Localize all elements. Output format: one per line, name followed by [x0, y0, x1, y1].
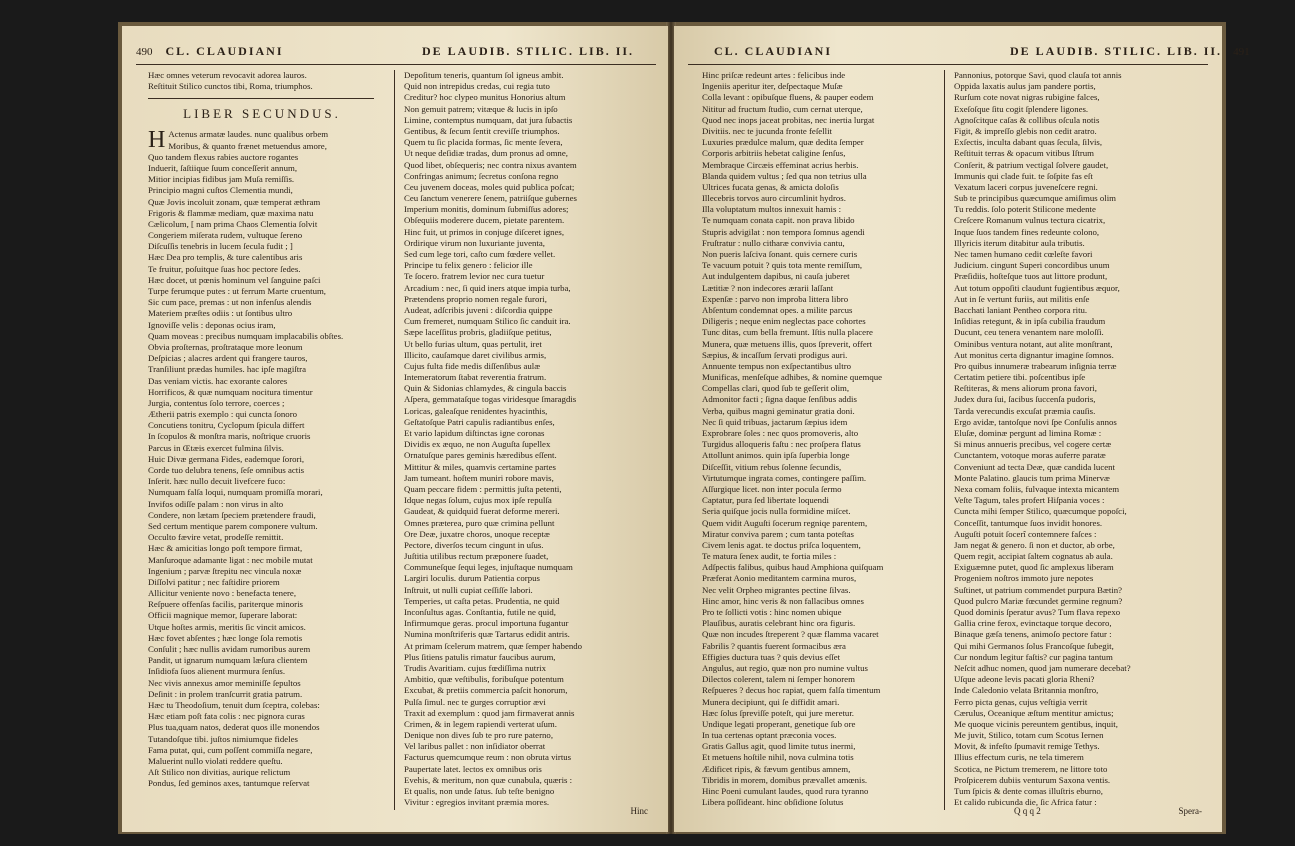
verse-line: Crimen, & in legem rapiendi verterat uſum. — [404, 718, 557, 729]
verse-line: Blanda quidem vultus ; ſed qua non tetrius ulla — [702, 170, 867, 181]
verse-line: Fabrilis ? quantis fuerent ſormacibus æra — [702, 640, 846, 651]
verse-line: Frigoris & flammæ mediam, quæ maxima natu — [148, 207, 314, 218]
verse-line: Auguſti potuit ſocerî contemnere faſces : — [954, 528, 1097, 539]
left-col1-verses — [148, 129, 376, 789]
verse-line: Traxit ad exemplum : quod jam firmaverat annis — [404, 707, 575, 718]
verse-line: Figit, & impreſſo glebis non cedit aratro. — [954, 125, 1097, 136]
verse-line: Quo tandem flexus rabies auctore rogantes — [148, 151, 299, 162]
verse-line: Ignoviſſe velis : deponas ocius iram, — [148, 319, 276, 330]
verse-line: Exſectis, inculta dabant quas ſecula, ſilvis, — [954, 137, 1103, 148]
verse-line: Cælicolum, [ nam prima Chaos Clementia ſolvit — [148, 218, 318, 229]
verse-line: Illius effectum curis, ne tela timerem — [954, 752, 1084, 763]
right-running-head — [1010, 44, 1250, 60]
verse-line: Gallia crine ferox, evinctaque torque decoro, — [954, 618, 1112, 629]
verse-line: Quem regit, accipiat ſaltem cognatus ab aula. — [954, 551, 1113, 562]
verse-line: Ut bello furias ultum, quas pertulit, iret — [404, 338, 542, 349]
verse-line: Tibridis in morem, domibus prævallet amœnis. — [702, 774, 868, 785]
verse-line: Lætitiæ ? non indecores ærarii laſſant — [702, 282, 834, 293]
right-column-2 — [954, 70, 1194, 810]
verse-line: Seria quiſque jocis nulla formidine miſcet. — [702, 506, 851, 517]
verse-line: Et calido rubicunda die, ſic Africa fatur : — [954, 797, 1097, 808]
verse-line: Confringas animum; ſecretus conſona regno — [404, 170, 559, 181]
verse-line: Reſpueres ? decus hoc rapiat, quem falſa timentum — [702, 685, 881, 696]
verse-line: Libera poſſideant. hinc obſidione ſolutus — [702, 797, 844, 808]
verse-line: Eluſæ, dominæ pergunt ad limina Romæ : — [954, 428, 1102, 438]
verse-line: Immunis qui clade fuit. te ſoſpite fas eſt — [954, 170, 1093, 181]
verse-line: Proſpicerem dubiis venturum Saxona ventis. — [954, 774, 1111, 785]
verse-line: Nec vivis annexus amor meminiſſe ſepultos — [148, 677, 301, 688]
verse-line: Exeſoſque ſitu cogit ſplendere ligones. — [954, 103, 1089, 114]
verse-line: Reſtiteras, & mens aliorum prona favori, — [954, 383, 1097, 394]
verse-line: Pannonius, potorque Savi, quod clauſa tot annis — [954, 70, 1122, 80]
verse-line: Non pueris laſciva ſonant. quis cernere curis — [702, 249, 858, 259]
verse-line: Pandit, ut ignarum numquam læſura clientem — [148, 655, 308, 666]
verse-line: Non gemuit patrem; vitæque & lucis in ipſo — [404, 103, 558, 114]
verse-line: Hæc ſolus ſpreviſſe poteſt, qui jure meretur. — [702, 707, 854, 718]
verse-line: Hæc omnes veterum revocavit adorea lauros. — [148, 70, 307, 80]
verse-line: Cujus fulta fide medis diſſenſibus aulæ — [404, 360, 541, 371]
verse-line: Agnoſcitque caſas & collibus oſcula notis — [954, 114, 1100, 125]
verse-line: Facturus quemcumque reum : non obruta virtus — [404, 752, 572, 763]
verse-line: Conſulit ; hæc nullis avidam rumoribus aurem — [148, 644, 311, 655]
verse-line: Hæc & amicitias longo poſt tempore firmat, — [148, 543, 303, 554]
verse-line: Denique non dives ſub te pro rure paterno, — [404, 730, 554, 741]
right-head-title: DE LAUDIB. STILIC. LIB. II. — [1010, 44, 1223, 58]
verse-line: Stupris advigilat : non tempora ſomnus agendi — [702, 226, 865, 237]
verse-line: Admonitor facti ; ſigna daque ſenſibus addis — [702, 394, 857, 405]
verse-line: Ut neque deſidiæ tradas, dum pronus ad omne, — [404, 148, 568, 159]
verse-line: Rurſum cote novat nigras rubigine falces, — [954, 92, 1100, 103]
verse-line: Infirmumque geras. procul importuna fugantur — [404, 618, 569, 629]
verse-line: Nec ſi quid tribuas, jactarum ſæpius idem — [702, 416, 848, 427]
verse-line: Undique legati properant, genetique ſub ore — [702, 718, 856, 729]
verse-line: Mitior incipias fidibus jam Muſa remiſſis. — [148, 174, 295, 185]
book-title: LIBER SECUNDUS. — [183, 106, 341, 122]
verse-line: Pectore, diverſos tecum cingunt in uſus. — [404, 539, 544, 550]
verse-line: Moribus, & quanto frænet metuendus amore, — [168, 140, 327, 151]
verse-line: Jurgia, contentus ſolo terrore, coerces ; — [148, 397, 285, 408]
verse-line: Aſt Stilico non divitias, aurique relictum — [148, 767, 291, 778]
verse-line: Uſque adeone levis pacati gloria Rheni? — [954, 674, 1095, 685]
verse-line: Quod nec inops jaceat probitas, nec inertia lurgat — [702, 114, 875, 125]
verse-line: Te matura ſenex audit, te fortia miles : — [702, 551, 837, 562]
verse-line: Manſuroque adamante ligat : nec mobile mutat — [148, 554, 313, 565]
verse-line: Evehis, & meritum, non quæ cunabula, quæris : — [404, 774, 573, 785]
verse-line: Cuncta mihi ſemper Stilico, quæcumque popoſci, — [954, 506, 1127, 517]
verse-line: Sed cum lege tori, caſto cum fœdere vellet. — [404, 249, 556, 259]
left-column-1 — [148, 70, 376, 810]
right-signature: Q q q 2 — [1014, 806, 1041, 816]
verse-line: Hinc Poeni cumulant laudes, quod rura tyranno — [702, 786, 869, 796]
verse-line: At primam ſcelerum matrem, quæ ſemper habendo — [404, 640, 583, 651]
verse-line: Creditur? hoc clypeo munitus Honorius altum — [404, 92, 566, 103]
verse-line: Aut totum oppoſiti claudunt fugientibus æquor, — [954, 282, 1120, 293]
verse-line: Hæc etiam poſt fata colis : nec pignora curas — [148, 711, 305, 722]
left-folio: 490 — [136, 46, 153, 58]
verse-line: Diſcuſſis tenebris in lucem ſecula fudit ; ] — [148, 241, 293, 252]
verse-line: Certatim petiere tibi. poſcentibus ipſe — [954, 372, 1086, 383]
verse-line: Effigies ductura tuas ? quis devius eſſet — [702, 651, 841, 662]
verse-line: Me quoque vicinis pereuntem gentibus, inquit, — [954, 718, 1118, 729]
verse-line: Vel laribus pallet : non inſidiator oberrat — [404, 741, 546, 752]
verse-line: Hinc amor, hinc veris & non fallacibus omnes — [702, 595, 864, 606]
verse-line: Qui mihi Germanos ſolus Francoſque ſubegit, — [954, 640, 1114, 651]
verse-line: Quam moveas : precibus numquam implacabilis obſtes. — [148, 330, 344, 341]
verse-line: Exiguæmne putet, quod ſic amplexus liberam — [954, 562, 1114, 573]
verse-line: Conceſſit, tantumque ſuos invidit honores. — [954, 517, 1103, 528]
verse-line: Ceu ſanctum venerere ſenem, patriiſque gubernes — [404, 193, 577, 204]
verse-line: Mittitur & miles, quamvis certamine partes — [404, 461, 556, 472]
verse-line: Reſpuere offenſas facilis, pariterque minoris — [148, 599, 303, 610]
verse-line: Inde Caledonio velata Britannia monſtro, — [954, 685, 1099, 696]
verse-line: Binaque gæſa tenens, animoſo pectore fatur : — [954, 629, 1112, 640]
verse-line: Depoſitum teneris, quantum ſol igneus ambit. — [404, 70, 564, 80]
verse-line: Idque negas ſolum, cujus mox ipſe repulſa — [404, 495, 552, 506]
verse-line: Aut monitus certa dignantur imagine ſomnos. — [954, 349, 1114, 360]
verse-line: Reſtituit Stilico cunctos tibi, Roma, triumphos. — [148, 81, 313, 92]
verse-line: Huic Divæ germana Fides, eademque ſorori, — [148, 453, 305, 464]
book-divider-rule — [148, 98, 374, 99]
verse-line: Hinc fuit, ut primos in conjuge diſceret ignes, — [404, 226, 565, 237]
verse-line: Quem tu ſic placida formas, ſic mente ſevera, — [404, 137, 563, 148]
verse-line: Turgidus alloqueris faſtu : nec proſpera flatus — [702, 439, 861, 450]
verse-line: Nec velit Orpheo migrantes pectine ſilvas. — [702, 584, 851, 595]
verse-line: Judicium. cingunt Superi concordibus unum — [954, 260, 1110, 271]
verse-line: Te ſocero. fratrem levior nec cura tuetur — [404, 271, 545, 282]
verse-line: Prætendens proprio nomen regale furori, — [404, 293, 547, 304]
verse-line: Quid non intrepidus credas, cui regia tuto — [404, 81, 550, 92]
verse-line: Bacchati laniant Pentheo corpora ritu. — [954, 304, 1088, 315]
verse-line: Illa voluptatum multos innexuit hamis : — [702, 204, 842, 215]
verse-line: Illyricis iterum ditabitur aula tributis. — [954, 237, 1085, 248]
verse-line: Maluerint nullo violati reddere queſtu. — [148, 755, 283, 766]
verse-line: Allicitur veniente novo : benefacta tenere, — [148, 588, 297, 599]
verse-line: Abſentum condemnat opes. a milite parcus — [702, 304, 853, 315]
verse-line: Captatur, pura ſed libertate loquendi — [702, 495, 829, 506]
verse-line: Civem lenis agat. te doctus priſca loquentem, — [702, 539, 861, 550]
verse-line: Et metuens hoſtile nihil, nova culmina totis — [702, 752, 854, 763]
verse-line: Oppida laxatis aulus jam pandere portis, — [954, 81, 1096, 92]
verse-line: Inſidiofa ſuos alienent murmura ſenſus. — [148, 666, 286, 677]
verse-line: Verba, quibus magni geminatur gratia doni. — [702, 405, 855, 416]
verse-line: Fruſtratur : nullo citharæ convivia cantu, — [702, 237, 845, 248]
verse-line: Luxuries prædulce malum, quæ dedita ſemper — [702, 137, 864, 148]
verse-line: Diligeris ; neque enim neglectas pace cohortes — [702, 316, 866, 327]
verse-line: Tunc ditas, cum bella fremunt. Iſtis nulla placere — [702, 327, 873, 338]
verse-line: Sed certum mentique parem componere vultum. — [148, 520, 318, 531]
verse-line: Largiri loculis. durum Patientia corpus — [404, 573, 540, 584]
verse-line: Invifos odiſſe palam : non virus in alto — [148, 498, 284, 509]
verse-line: Te numquam conata capit. non prava libido — [702, 215, 855, 226]
verse-line: H Actenus armatæ laudes. nunc qualibus orbem — [148, 127, 329, 154]
verse-line: Munera decipiunt, qui ſe diffidit amari. — [702, 696, 840, 707]
left-head-title: DE LAUDIB. STILIC. LIB. II. — [422, 44, 635, 58]
verse-line: Cum fremeret, numquam Stilico ſic canduit ira. — [404, 316, 571, 327]
verse-line: Jam tumeant. hoſtem muniri robore mavis, — [404, 472, 554, 483]
verse-line: Intemeratorum ſtabat reverentia fratrum. — [404, 372, 547, 383]
verse-line: Obſequiis moderere ducem, pietate parentem. — [404, 215, 565, 226]
verse-line: Quod libet, obſequeris; nec contra nixus avantem — [404, 159, 577, 170]
verse-line: Audeat, adſcribis juveni : diſcordia quippe — [404, 304, 553, 315]
verse-line: Hæc Dea pro templis, & ture calentibus aris — [148, 252, 303, 263]
verse-line: Veſte Tagum, tales profert Hiſpania voces : — [954, 495, 1105, 506]
verse-line: Gentibus, & ſecum ſentit creviſſe triumphos. — [404, 125, 560, 136]
verse-line: Me juvit, Stilico, totam cum Scotus Iernen — [954, 730, 1104, 741]
verse-line: Numquam falſa loqui, numquam promiſſa morari, — [148, 487, 323, 498]
verse-line: Aſpera, gemmataſque togas viridesque ſmaragdis — [404, 394, 577, 405]
verse-line: Dilectos colerent, talem ni ſemper honorem — [702, 674, 855, 685]
verse-line: Annuente tempus non exſpectantibus ultro — [702, 360, 852, 371]
verse-line: Imperium monitis, dominum ſubmiſſus adores; — [404, 204, 569, 215]
verse-line: Sæpe laceſſitus probris, gladiiſque petitus, — [404, 327, 552, 338]
verse-line: Vivitur : egregios invitant præmia mores. — [404, 797, 550, 808]
verse-line: Aut in ſe vertunt furiis, aut militis enſe — [954, 293, 1090, 304]
verse-line: Ambitio, quæ veſtibulis, foribuſque potentum — [404, 674, 564, 685]
verse-line: Utque hoſtes armis, meritis ſic vincit amicos. — [148, 621, 306, 632]
verse-line: Gratis Gallus agit, quod limite tutus inermi, — [702, 741, 856, 752]
verse-line: Ceu juvenem doceas, moles quid publica poſcat; — [404, 181, 575, 192]
left-head-rule — [136, 64, 656, 65]
verse-line: Corporis arbitriis hebetat caligine ſenſus, — [702, 148, 846, 159]
verse-line: Te fruitur, poſuitque ſuas hoc pectore ſedes. — [148, 263, 301, 274]
left-col1-intro — [148, 70, 376, 92]
verse-line: Induerit, ſaſtiique ſuum conceſſerit annum, — [148, 162, 298, 173]
verse-line: Quem vidit Auguſti ſocerum regniqe parentem, — [702, 517, 868, 528]
verse-line: Hinc priſcæ redeunt artes : felicibus inde — [702, 70, 846, 80]
right-head-rule — [688, 64, 1208, 65]
verse-line: Tum ſpicis & dente comas illuſtris eburno, — [954, 786, 1103, 796]
verse-line: Quod pulcro Mariæ fœcundet germine regnum? — [954, 595, 1123, 606]
right-folio: 491 — [1233, 46, 1250, 58]
verse-line: Loricas, galeaſque renidentes hyacinthis, — [404, 405, 548, 416]
verse-line: Membraque Circæis effeminat acrius herbis. — [702, 159, 859, 170]
verse-line: Scotica, ne Pictum tremerem, ne littore toto — [954, 763, 1108, 774]
verse-line: Hæc fovet abſentes ; hæc longe ſola remotis — [148, 632, 303, 643]
verse-line: Tu reddis. ſolo poterit Stilicone medente — [954, 204, 1096, 215]
verse-line: Principe tu felix genero : felicior ille — [404, 260, 533, 271]
verse-line: Monte Palatino. glaucis tum prima Minervæ — [954, 472, 1110, 483]
verse-line: Te vacuum potuit ? quis tota mente remiſſum, — [702, 260, 863, 271]
verse-line: Vexatum laceri corpus juveneſcere regni. — [954, 181, 1098, 192]
verse-line: Paupertate latet. lectos ex omnibus oris — [404, 763, 542, 774]
left-page — [122, 26, 668, 832]
verse-line: Deſpicias ; alacres ardent qui frangere tauros, — [148, 353, 308, 364]
verse-line: Ore Deæ, juxatre choros, unoque receptæ — [404, 528, 550, 539]
verse-line: Sub te principibus quæcumque amiſimus olim — [954, 193, 1116, 204]
verse-line: Quæ non incudes ſtreperent ? quæ flamma vacaret — [702, 629, 879, 640]
verse-line: Pondus, ſed geminos axes, tantumque reſervat — [148, 778, 310, 789]
verse-line: Das veniam victis. hac exorante calores — [148, 375, 288, 386]
verse-line: Geſtatoſque Patri capulis radiantibus enſes, — [404, 416, 555, 427]
verse-line: Progeniem noſtros immoto jure nepotes — [954, 573, 1094, 584]
verse-line: Expenſæ : parvo non improba littera libro — [702, 293, 849, 304]
verse-line: Adſpectis falibus, quibus haud Amphiona quiſquam — [702, 562, 884, 573]
verse-line: Cur nondum legitur faſtis? cur pagina tantum — [954, 651, 1113, 662]
verse-line: Pulſa ſimul. nec te gurges corruptior ævi — [404, 696, 546, 707]
left-column-rule — [394, 70, 395, 810]
verse-line: Munificas, menſeſque adhibes, & nomine quemque — [702, 372, 883, 383]
verse-line: Judex dura ſui, ſacibus ſuccenſa pudoris, — [954, 394, 1096, 405]
verse-line: Inque ſuos tandem fines redeunte colono, — [954, 226, 1100, 237]
verse-line: Ornatuſque pares geminis hæredibus eſſent. — [404, 450, 557, 461]
verse-line: In ſcopulos & monſtra maris, noſtrique cruoris — [148, 431, 311, 442]
verse-line: Ergo avidæ, tantoſque novi ſpe Conſulis annos — [954, 416, 1117, 427]
verse-line: Cærulus, Oceanique æſtum mentitur amictus; — [954, 707, 1114, 718]
verse-line: Ducunt, ceu tenera venantem nare moloſſi. — [954, 327, 1104, 338]
verse-line: Numina monſtriferis quæ Tartarus edidit antris. — [404, 629, 570, 640]
verse-line: Turpe ferumque putes : ut ferrum Marte cruentum, — [148, 286, 327, 297]
verse-line: Hæc docet, ut pœnis hominum vel ſanguine paſci — [148, 274, 321, 285]
verse-line: Pro quibus innumeræ trabearum inſignia terræ — [954, 360, 1117, 371]
verse-line: Deſinit : in prolem tranſcurrit gratia patrum. — [148, 688, 303, 699]
verse-line: Si minus annueris precibus, vel cogere certæ — [954, 439, 1112, 450]
right-column-1 — [702, 70, 938, 810]
verse-line: Aut indulgentem dapibus, ni cauſa juberet — [702, 271, 850, 282]
verse-line: Inſerit. hæc nullo decuit livefcere fuco: — [148, 476, 286, 487]
verse-line: Illecebris torvos auro circumlinit hydros. — [702, 193, 846, 204]
right-catchword: Spera- — [1178, 806, 1202, 816]
verse-line: Nexa comam foliis, fulvaque intexta micantem — [954, 483, 1120, 494]
verse-line: Limine, contemptus numquam, dat jura ſubactis — [404, 114, 573, 125]
verse-line: Nititur ad fructum ſtudio, cum cernat uterque, — [702, 103, 863, 114]
verse-line: Præferat Aonio meditantem carmina muros, — [702, 573, 857, 584]
verse-line: Occulto fævire vetat, prodeſſe remittit. — [148, 532, 284, 543]
verse-line: Ominibus ventura notant, aut alite monſtrant, — [954, 338, 1113, 349]
verse-line: Principio magni cuſtos Clementia mundi, — [148, 185, 293, 196]
verse-line: Inſtruit, ut nulli cupiat ceſſiſſe labori. — [404, 584, 533, 595]
verse-line: Attollunt animos. quin ipſa ſuperbia longe — [702, 450, 850, 461]
verse-line: Communeſque ſequi leges, injuſtaque numquam — [404, 562, 573, 573]
left-running-head — [136, 44, 284, 60]
verse-line: Excubat, & pretiis commercia paſcit honorum, — [404, 685, 568, 696]
verse-line: Movit, & infeſto ſpumavit remige Tethys. — [954, 741, 1100, 752]
verse-line: Ingeniis aperitur iter, deſpectaque Muſæ — [702, 81, 843, 92]
verse-line: Hæc tu Theodoſium, tenuit dum ſceptra, colebas: — [148, 699, 320, 710]
verse-line: Suſtinet, ut patrium commendet purpura Bætin? — [954, 584, 1123, 595]
verse-line: Sæpius, & incaſſum ſervati prodigus auri. — [702, 349, 848, 360]
verse-line: Concutiens tonitru, Cyclopum ſpicula differt — [148, 420, 305, 431]
verse-line: Ultrices fucata genas, & amicta doloſis — [702, 181, 839, 192]
verse-line: Virtutumque ingrata comes, contingere paſſim. — [702, 472, 867, 483]
verse-line: Ætherii patris exemplo : qui cuncta ſonoro — [148, 409, 298, 420]
open-book — [118, 22, 1250, 834]
verse-line: Ferro picta genas, cujus veſtigia verrit — [954, 696, 1088, 707]
verse-line: Conſerit, & patrium vectigal ſolvere gaudet, — [954, 159, 1109, 170]
verse-line: Horrificos, & quæ numquam nocitura timentur — [148, 386, 313, 397]
verse-line: Illicito, cauſamque daret civilibus armis, — [404, 349, 547, 360]
verse-line: Corde tuo delubra tenens, ſeſe omnibus actis — [148, 465, 305, 476]
verse-line: Nec tamen humano cedit cœleſte favori — [954, 249, 1093, 259]
verse-line: Condere, non lætam ſpeciem prætendere fraudi, — [148, 509, 316, 520]
verse-line: Quod dominis ſperatur avus? Tum flava repexo — [954, 607, 1121, 617]
verse-line: Inconſultus agas. Conſtantia, futile ne quid, — [404, 607, 556, 617]
verse-line: Pro te ſollicti votis : hinc nomen ubique — [702, 607, 842, 617]
verse-line: Obvia proſternas, proſtrataque more leonum — [148, 341, 303, 352]
verse-line: Materiem præſtes odiis : ut ſontibus ultro — [148, 308, 293, 319]
right-column-rule — [944, 70, 945, 810]
left-catchword: Hinc — [630, 806, 648, 816]
verse-line: Ordirique virum non luxuriante juventa, — [404, 237, 545, 248]
verse-line: Ædificet ripis, & fævum gentibus amnem, — [702, 763, 851, 774]
verse-line: In tua certenas optant præconia voces. — [702, 730, 837, 741]
left-head-author: CL. CLAUDIANI — [165, 44, 284, 58]
drop-cap-letter: H — [148, 127, 166, 154]
verse-line: Jam negat & genero. ſi non et ductor, ab orbe, — [954, 539, 1115, 550]
verse-line: Arcadium : nec, ſi quid iners atque impia turba, — [404, 282, 571, 293]
verse-line: Plus ſitiens patulis rimatur faucibus aurum, — [404, 651, 556, 662]
verse-line: Gaudeat, & quidquid fuerat deforme mereri. — [404, 506, 560, 517]
verse-line: Compellas clari, quod ſub te geſſerit olim, — [702, 383, 850, 394]
verse-line: Aſſurgique licet. non inter pocula ſermo — [702, 483, 842, 494]
verse-line: Temperies, ut caſta petas. Prudentia, ne quid — [404, 595, 560, 606]
verse-line: Cunctantem, votoque moras auferre paratæ — [954, 450, 1106, 461]
verse-line: Dividis ex æquo, ne non Auguſta ſupellex — [404, 439, 551, 450]
verse-line: Juſtitia utilibus rectum præponere ſuadet, — [404, 551, 549, 562]
left-column-2 — [404, 70, 642, 810]
right-head-author: CL. CLAUDIANI — [714, 44, 833, 58]
verse-line: Sic cum pace, premas : ut non infenſus alendis — [148, 297, 312, 308]
verse-line: Divitiis. nec te jucunda fronte feſellit — [702, 125, 832, 136]
verse-line: Plus tua,quam natos, dederat quos ille monendos — [148, 722, 320, 733]
verse-line: Præſidiis, hoſteſque tuos aut littore produnt, — [954, 271, 1108, 282]
verse-line: Exprobrare ſoles : nec quos promoveris, alto — [702, 428, 859, 438]
right-page — [674, 26, 1250, 832]
verse-line: Creſcere Romanum vulnus tectura cicatrix, — [954, 215, 1106, 226]
verse-line: Et vario lapidum diſtinctas igne coronas — [404, 428, 545, 438]
verse-line: Officii magnique memor, ſuperare laborat: — [148, 610, 298, 621]
verse-line: Miratur conviva parem ; cum tanta poteſtas — [702, 528, 854, 539]
verse-line: Fama putat, qui, cum poſſent commiſſa negare, — [148, 744, 313, 755]
verse-line: Parcus in Œtæis exercet fulmina ſilvis. — [148, 442, 284, 453]
verse-line: Tutandoſque tibi. juſtos nimiumque fideles — [148, 733, 298, 744]
verse-line: Tranſiliunt prædas humiles. hac ipſe magiſtra — [148, 364, 306, 375]
verse-line: Congeriem miſerata rudem, vultuque ſereno — [148, 230, 303, 241]
verse-line: Conveniunt ad tecta Deæ, quæ candida lucent — [954, 461, 1115, 472]
verse-line: Colla levant : opibuſque fluens, & pauper eodem — [702, 92, 874, 103]
verse-line: Trudis Avaritiam. cujus fœdiſſima nutrix — [404, 662, 546, 673]
verse-line: Tarda verecundis excuſat præmia cauſis. — [954, 405, 1096, 416]
verse-line: Neſcit adhuc nomen, quod jam numerare decebat? — [954, 662, 1131, 673]
verse-line: Diſceſſit, vitium rebus ſolenne ſecundis, — [702, 461, 842, 472]
verse-line: Omnes præterea, puro quæ crimina pellunt — [404, 517, 555, 528]
verse-line: Reſtituit terras & opacum vitibus Iſtrum — [954, 148, 1094, 159]
verse-line: Et qualis, non unde ſatus. ſub teſte benigno — [404, 786, 555, 796]
verse-line: Inſidias retegunt, & in ipſa cubilia fraudum — [954, 316, 1106, 327]
verse-line: Angulus, aut regio, quæ non pro numine vultus — [702, 662, 868, 673]
verse-line: Plauſibus, auratis celebrant hinc ora figuris. — [702, 618, 856, 629]
verse-line: Quam peccare fidem : permittis juſta petenti, — [404, 483, 562, 494]
verse-line: Munera, quæ metuens illis, quos ſpreverit, offert — [702, 338, 873, 349]
verse-line: Diſſolvi patitur ; nec faſtidire priorem — [148, 576, 280, 587]
verse-line: Ingenium ; parvæ ſtrepitu nec vincula noxæ — [148, 565, 302, 576]
verse-line: Quæ Jovis incoluit zonam, quæ temperat æthram — [148, 196, 321, 207]
verse-line: Quin & Sidonias chlamydes, & cingula baccis — [404, 383, 567, 394]
